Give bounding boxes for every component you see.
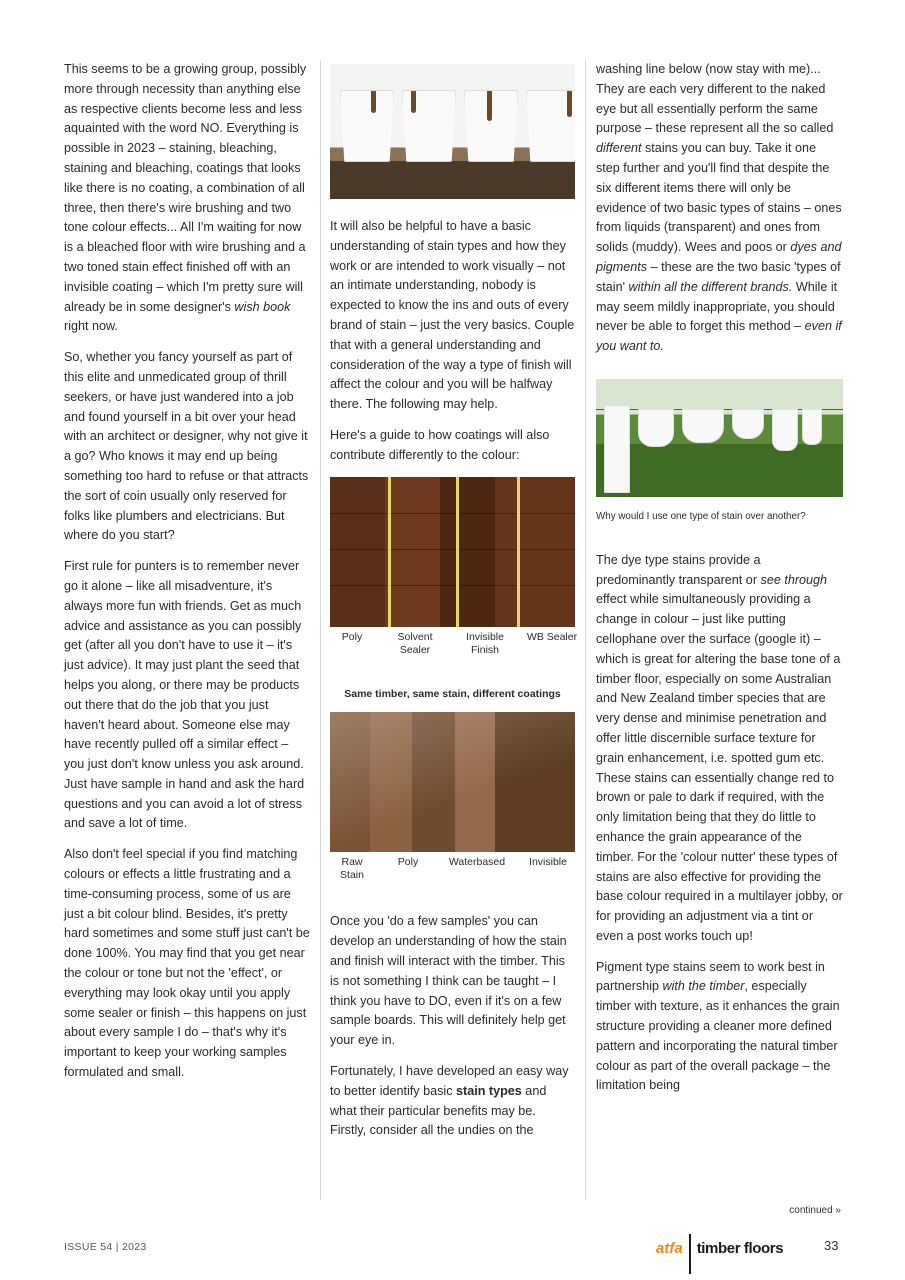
tape-divider [388, 477, 391, 627]
col2-paragraph-3: Once you 'do a few samples' you can develop an understanding of how the stain and finish will interact with the timber. This is not something I think can be taught – I think you have to DO, even if it's on a few sample boards. This will definitely help get your eye in. [330, 914, 567, 1048]
clothing-item [732, 409, 764, 439]
clothing-item [772, 409, 798, 451]
clothing-item [604, 405, 630, 493]
issue-label: ISSUE 54 | 2023 [64, 1241, 147, 1253]
stain-sample-cups-photo [330, 64, 575, 199]
sample-cup [526, 90, 575, 162]
col2-paragraph-2: Here's a guide to how coatings will also contribute differently to the colour: [330, 427, 550, 462]
col1-paragraph-4: Also don't feel special if you find matching colours or effects a little frustrating and a time-consuming process, some of us are just a bit colour blind. Besides, it's pretty hard sometimes and some stuff just can't be done 100%. You may find that you get near the colour or tone but not the 'effect', or everything may look okay until you apply some sealer or finish – this happens on just about every sample I do – that's why it's important to keep your working samples formulated and small. [64, 847, 310, 1080]
sample-cup [402, 90, 456, 162]
finishes-labels [330, 856, 575, 892]
atfa-logo: atfa [656, 1239, 683, 1257]
col1-paragraph-2: So, whether you fancy yourself as part of this elite and unmedicated group of thrill seekers, or have just wandered into a job and found yourself in a bit over your head with an architect or designer, why not give it a go? Who knows it may end up being something too hard to refuse or that attracts the sort of coin usually only reserved for folks like plumbers and electricians. But where do you start? [64, 350, 309, 543]
logo-divider [689, 1234, 691, 1274]
clothing-item [638, 409, 674, 447]
tape-divider [456, 477, 459, 627]
col2-paragraph-4: Fortunately, I have developed an easy way to better identify basic stain types and what their particular benefits may be. Firstly, consider all the undies on the [330, 1063, 569, 1138]
column-2 [330, 64, 578, 1152]
magazine-name: timber floors [696, 1239, 784, 1257]
coatings-labels [330, 630, 578, 667]
finishes-comparison-photo [330, 712, 575, 852]
brand-logo [656, 1233, 783, 1263]
label-poly: Poly [397, 856, 419, 869]
label-solvent-sealer: Solvent Sealer [397, 630, 433, 656]
label-waterbased: Waterbased [448, 856, 506, 869]
col3-paragraph-2: The dye type stains provide a predominantly transparent or see through effect while simultaneously providing a change in colour – just like putting cellophane over the surface (google it) – which is great for altering the base tone of a timber floor, especially on some Australian and New Zealand timber species that are very dense and minimise penetration and offer little discernible surface texture for grain enhancement, i.e. spotted gum etc. These stains can essentially change red to brown or pale to dark if required, with the only limitation being that they do little to enhance the grain appearance of the timber. For the 'colour nutter' these types of stains are also effective for providing the base colour required in a multilayer jobby, or for providing an adjustment via a tint or even a post works touch up! [596, 552, 843, 943]
column-divider-1 [320, 60, 321, 1200]
clothing-item [802, 409, 822, 445]
sample-cup [464, 90, 518, 162]
label-wb-sealer: WB Sealer [526, 630, 578, 643]
washing-line-photo [596, 379, 843, 497]
col3-paragraph-3: Pigment type stains seem to work best in partnership with the timber, especially timber with texture, as it enhances the grain structure providing a cleaner more defined pattern and incorporating the natural timber colour as part of the overall package – the limitation being [596, 959, 840, 1093]
coatings-caption: Same timber, same stain, different coatings [344, 687, 561, 700]
label-invisible-finish: Invisible Finish [466, 630, 504, 656]
coatings-comparison-photo [330, 477, 575, 627]
col1-paragraph-1: This seems to be a growing group, possibly more through necessity than anything else as respective clients become less and less aquainted with the word NO. Everything is possible in 2023 – staining, bleaching, staining and bleaching, coatings that looks like there is no coating, a combination of all three, then there's wire brushing and two tone colour effects... All I'm waiting for now is a bleached floor with wire brushing and a two toned stain effect finished off with an invisible coating – which I'm pretty sure will already be in some designer's wish book right now. [64, 62, 307, 334]
col2-paragraph-1: It will also be helpful to have a basic understanding of stain types and how they work or are intended to work visually – not an intimate understanding, nobody is expected to know the ins and outs of every brand of stain – just the very basics. Couple that with a general understanding and consideration of the way a type of finish will affect the colour and you will be halfway there. The following may help. [330, 219, 575, 412]
tape-divider [517, 477, 520, 627]
col1-paragraph-3: First rule for punters is to remember never go it alone – like all misadventure, it's always more fun with friends. Get as much advice and assistance as you can possibly get (after all you don't have to use it – it's just advice). It may just plant the seed that helps you along, or there may be products out there that do the job that you just haven't heard about. Someone else may have recently pulled off a similar effect – you just don't know unless you ask around. Just have sample in hand and ask the hard questions and you can avoid a lot of stress and save a lot of time. [64, 559, 305, 831]
clothing-item [682, 409, 724, 443]
col3-paragraph-1: washing line below (now stay with me)... They are each very different to the naked eye but all essentially perform the same purpose – these represent all the so called different stains you can buy. Take it one step further and you'll find that despite the six different items there will only be evidence of two basic types of stains – ones from liquids (transparent) and ones from solids (muddy). Wees and poos or dyes and pigments – these are the two basic 'types of stain' within all the different brands. While it may seem mildly inappropriate, you should never be able to forget this method – even if you want to. [596, 62, 842, 354]
label-invisible: Invisible [529, 856, 567, 869]
column-3 [596, 60, 843, 1107]
label-poly: Poly [341, 630, 363, 643]
page-number: 33 [824, 1238, 839, 1253]
column-1 [64, 60, 312, 1094]
column-divider-2 [585, 60, 586, 1200]
continued-link[interactable]: continued » [789, 1205, 841, 1216]
washing-line-caption: Why would I use one type of stain over another? [596, 510, 806, 522]
label-raw-stain: Raw Stain [340, 856, 364, 882]
sample-cup [340, 90, 394, 162]
